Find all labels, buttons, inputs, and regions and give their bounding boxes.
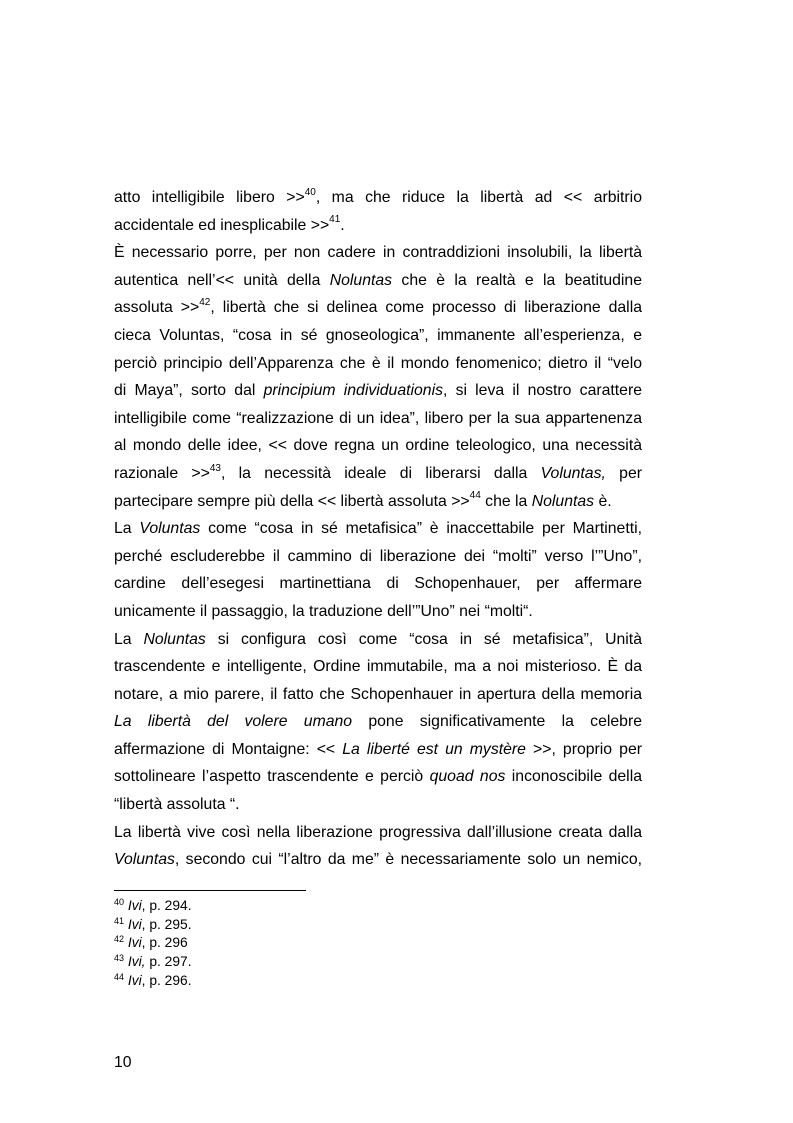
footnote-ref-title: Ivi	[127, 898, 142, 913]
text-run: si configura così come “cosa in sé metafisica”, Unità	[205, 630, 642, 648]
text-run: unicamente il passaggio, la traduzione dell’”Uno” nei “molti“.	[114, 602, 533, 620]
text-run: intelligibile come “realizzazione di un idea”, libero per la sua appartenenza	[114, 409, 642, 427]
footnote-ref: 40	[304, 186, 316, 198]
footnote	[114, 934, 192, 953]
text-line	[114, 626, 642, 654]
text-line	[114, 708, 642, 736]
text-line	[114, 653, 642, 681]
text-run: La	[114, 630, 144, 648]
footnote-ref-title: Ivi	[127, 916, 142, 932]
italic-text: La libertà del volere umano	[114, 713, 353, 731]
footnote	[114, 953, 192, 972]
text-run: sottolineare l’aspetto trascendente e perciò	[114, 768, 430, 786]
footnote-ref: 43	[209, 462, 221, 474]
page-number: 10	[114, 1054, 132, 1071]
italic-text: Voluntas	[114, 851, 175, 869]
text-run: trascendente e intelligente, Ordine immutabile, ma a noi misterioso. È da	[114, 658, 642, 676]
footnote-page: , p. 294.	[141, 898, 192, 913]
footnote	[114, 916, 192, 935]
text-run: , si leva il nostro carattere	[442, 382, 643, 400]
italic-text: Noluntas	[329, 271, 393, 289]
text-line	[114, 763, 642, 791]
footnote	[114, 897, 192, 916]
footnote-ref-title: Ivi	[127, 935, 142, 951]
text-line	[114, 819, 642, 847]
text-run: cardine dell’esegesi martinettiana di Schopenhauer, per affermare	[114, 575, 642, 593]
text-line	[114, 322, 642, 350]
italic-text: Noluntas	[531, 492, 595, 510]
text-run: .	[340, 216, 345, 234]
text-run: pone significativamente la celebre	[352, 713, 642, 731]
footnote-ref: 42	[199, 297, 211, 309]
footnote-ref-title: Ivi	[127, 972, 142, 988]
text-run: notare, a mio parere, il fatto che Schopenhauer in apertura della memoria	[114, 685, 642, 703]
footnote-number: 43	[114, 953, 125, 964]
text-line	[114, 460, 642, 488]
text-line	[114, 515, 642, 543]
text-run: che è la realtà e la beatitudine	[392, 271, 642, 289]
text-run: “libertà assoluta “.	[114, 796, 240, 814]
footnote-page: p. 297.	[145, 954, 192, 970]
footnote-ref: 41	[329, 214, 341, 226]
footnote-number: 42	[114, 934, 125, 945]
text-run: per	[605, 464, 642, 482]
text-run: è.	[594, 492, 612, 510]
footnote-ref: 44	[469, 490, 481, 502]
footnote-number: 41	[114, 915, 125, 926]
text-run: La	[114, 520, 140, 538]
text-run: di Maya”, sorto dal	[114, 382, 264, 400]
text-line	[114, 294, 642, 322]
footnote-ref-title: Ivi,	[127, 954, 146, 970]
text-run: , ma che riduce la libertà ad << arbitrio	[315, 189, 642, 206]
footnotes	[114, 897, 192, 991]
text-run: È necessario porre, per non cadere in contraddizioni insolubili, la libertà	[114, 244, 642, 262]
body-text	[114, 184, 642, 874]
text-line	[114, 212, 642, 240]
italic-text: principium individuationis	[263, 382, 443, 400]
footnote-separator	[114, 890, 306, 891]
text-run: atto intelligibile libero >>	[114, 189, 305, 206]
text-run: , la necessità ideale di liberarsi dalla	[220, 464, 541, 482]
text-line	[114, 239, 642, 267]
text-line	[114, 184, 642, 212]
text-run: come “cosa in sé metafisica” è inaccettabile per Martinetti,	[200, 520, 642, 538]
text-run: >>, proprio per	[525, 740, 642, 758]
text-run: autentica nell’<< unità della	[114, 271, 330, 289]
text-line	[114, 377, 642, 405]
text-run: al mondo delle idee, << dove regna un ordine teleologico, una necessità	[114, 437, 642, 455]
text-line	[114, 681, 642, 709]
footnote-number: 40	[114, 897, 125, 907]
text-line	[114, 791, 642, 819]
italic-text: Voluntas	[139, 520, 201, 538]
text-line	[114, 598, 642, 626]
footnote	[114, 972, 192, 991]
text-run: affermazione di Montaigne: <<	[114, 740, 343, 758]
text-run: , secondo cui “l’altro da me” è necessariamente solo un nemico,	[174, 851, 642, 869]
footnote-page: , p. 296.	[141, 972, 192, 988]
text-run: , libertà che si delinea come processo di liberazione dalla	[210, 299, 642, 317]
italic-text: quoad nos	[429, 768, 506, 786]
text-run: accidentale ed inesplicabile >>	[114, 216, 330, 234]
text-run: razionale >>	[114, 464, 210, 482]
text-run: cieca Voluntas, “cosa in sé gnoseologica”, immanente all’esperienza, e	[114, 326, 642, 344]
text-line	[114, 543, 642, 571]
text-line	[114, 432, 642, 460]
text-run: perché escluderebbe il cammino di liberazione dei “molti” verso l’”Uno”,	[114, 547, 642, 565]
text-line	[114, 267, 642, 295]
italic-text: Voluntas,	[540, 464, 606, 482]
italic-text: La liberté est un mystère	[342, 740, 526, 758]
text-line	[114, 846, 642, 874]
text-run: La libertà vive così nella liberazione progressiva dall’illusione creata dalla	[114, 823, 642, 841]
text-run: che la	[480, 492, 532, 510]
footnote-page: , p. 296	[141, 935, 188, 951]
text-run: assoluta >>	[114, 299, 200, 317]
text-line	[114, 570, 642, 598]
text-run: perciò principio dell’Apparenza che è il mondo fenomenico; dietro il “velo	[114, 354, 642, 372]
footnote-page: , p. 295.	[141, 916, 192, 932]
italic-text: Noluntas	[143, 630, 206, 648]
text-line	[114, 736, 642, 764]
text-line	[114, 405, 642, 433]
text-line	[114, 488, 642, 516]
footnote-number: 44	[114, 971, 125, 982]
text-line	[114, 350, 642, 378]
text-run: partecipare sempre più della << libertà assoluta >>	[114, 492, 470, 510]
text-run: inconoscibile della	[505, 768, 642, 786]
